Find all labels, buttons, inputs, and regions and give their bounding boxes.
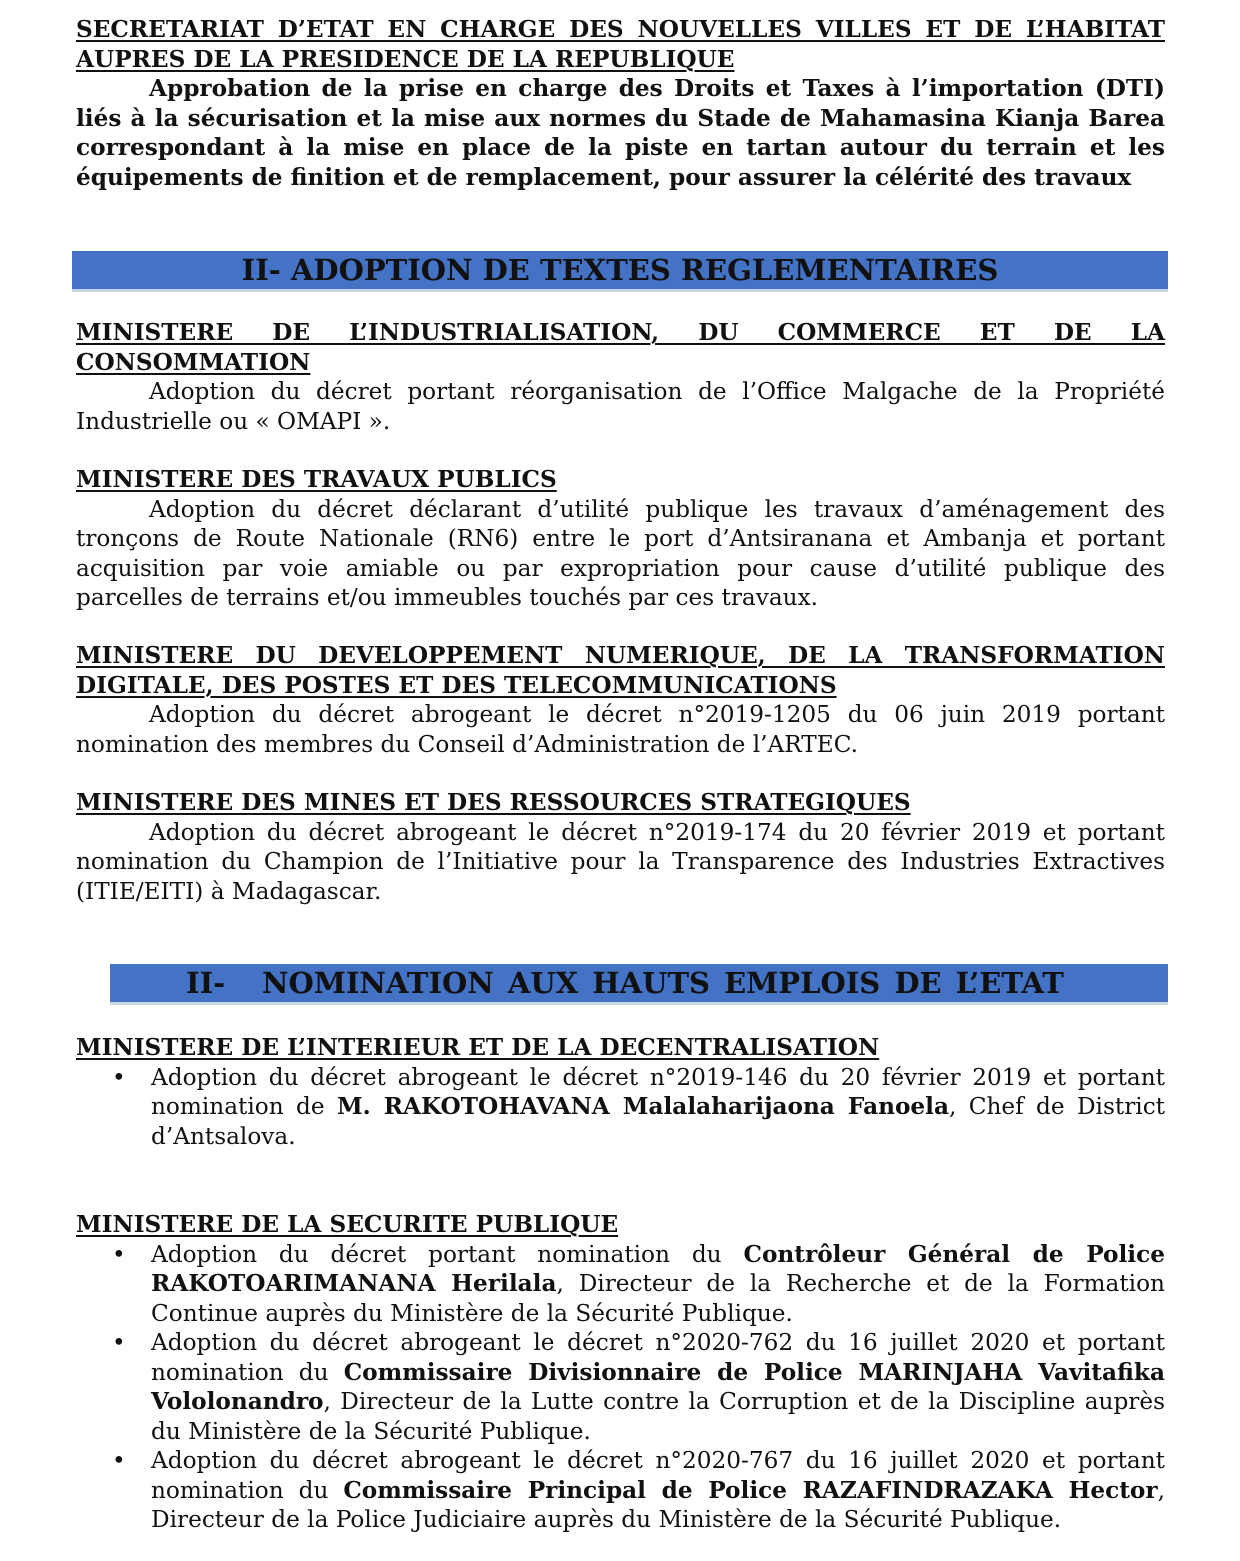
section-heading: MINISTERE DES TRAVAUX PUBLICS: [76, 466, 557, 493]
section-paragraph: Adoption du décret portant réorganisation de l’Office Malgache de la Propriété Industrielle ou « OMAPI ».: [76, 378, 1165, 435]
section-heading: MINISTERE DES MINES ET DES RESSOURCES STRATEGIQUES: [76, 789, 911, 816]
section-mines: [76, 788, 1165, 906]
nomination-list: [76, 1240, 1165, 1535]
section-paragraph: Adoption du décret déclarant d’utilité publique les travaux d’aménagement des tronçons de Route Nationale (RN6) entre le port d’Antsiranana et Ambanja et portant acquisition par voie amiable ou par expropriation pour cause d’utilité publique des parcelles de terrains et/ou immeubles touchés par ces travaux.: [76, 495, 1165, 611]
section-heading-continued: CONSOMMATION: [76, 348, 311, 376]
section-heading-continued: DIGITALE, DES POSTES ET DES TELECOMMUNICATIONS: [76, 671, 837, 699]
section-heading: MINISTERE DU DEVELOPPEMENT NUMERIQUE, DE LA TRANSFORMATION: [76, 642, 1165, 669]
section-banner-nomination: [110, 964, 1168, 1002]
section-paragraph: Approbation de la prise en charge des Droits et Taxes à l’importation (DTI) liés à la sécurisation et la mise aux normes du Stade de Mahamasina Kianja Barea correspondant à la mise en place de la piste en tartan autour du terrain et les équipements de finition et de remplacement, pour assurer la célérité des travaux: [76, 75, 1165, 191]
section-heading: MINISTERE DE L’INTERIEUR ET DE LA DECENTRALISATION: [76, 1034, 880, 1061]
section-industrialisation: [76, 318, 1165, 436]
bullet-icon: •: [112, 1240, 126, 1268]
section-developpement-numerique: [76, 641, 1165, 759]
bullet-icon: •: [112, 1329, 126, 1356]
bullet-icon: •: [112, 1447, 126, 1474]
section-paragraph: Adoption du décret abrogeant le décret n°2019-174 du 20 février 2019 et portant nomination du Champion de l’Initiative pour la Transparence des Industries Extractives (ITIE/EITI) à Madagascar.: [76, 818, 1165, 905]
nominee-name: M. RAKOTOHAVANA Malalaharijaona Fanoela: [336, 1093, 950, 1120]
banner-title: NOMINATION AUX HAUTS EMPLOIS DE L’ETAT: [262, 966, 1064, 1000]
section-travaux-publics: [76, 465, 1165, 613]
section-heading-continued: AUPRES DE LA PRESIDENCE DE LA REPUBLIQUE: [76, 45, 735, 73]
nomination-list: [76, 1063, 1165, 1152]
list-item: • Adoption du décret portant nomination du Contrôleur Général de Police RAKOTOARIMANANA Herilala, Directeur de la Recherche et de la Formation Continue auprès du Ministère de la Sécurité Publique.: [112, 1240, 1165, 1327]
bullet-icon: •: [112, 1063, 126, 1091]
section-paragraph: Adoption du décret abrogeant le décret n°2019-1205 du 06 juin 2019 portant nomination des membres du Conseil d’Administration de l’ARTEC.: [76, 701, 1165, 758]
section-banner-adoption: [72, 251, 1168, 289]
banner-number: II-: [186, 966, 226, 1000]
section-heading: SECRETARIAT D’ETAT EN CHARGE DES NOUVELLES VILLES ET DE L’HABITAT: [76, 16, 1165, 43]
nominee-name: Contrôleur Général de Police RAKOTOARIMANANA Herilala: [151, 1240, 1165, 1297]
nominee-name: Commissaire Divisionnaire de Police MARINJAHA Vavitafika Vololonandro: [151, 1358, 1165, 1415]
list-item: • Adoption du décret abrogeant le décret n°2020-762 du 16 juillet 2020 et portant nomination du Commissaire Divisionnaire de Police MARINJAHA Vavitafika Vololonandro, Directeur de la Lutte contre la Corruption et de la Discipline auprès du Ministère de la Sécurité Publique.: [112, 1329, 1165, 1445]
section-heading: MINISTERE DE LA SECURITE PUBLIQUE: [76, 1211, 619, 1238]
list-item: • Adoption du décret abrogeant le décret n°2020-767 du 16 juillet 2020 et portant nomination du Commissaire Principal de Police RAZAFINDRAZAKA Hector, Directeur de la Police Judiciaire auprès du Ministère de la Sécurité Publique.: [112, 1447, 1165, 1533]
section-heading: MINISTERE DE L’INDUSTRIALISATION, DU COMMERCE ET DE LA: [76, 319, 1165, 346]
banner-title: II- ADOPTION DE TEXTES REGLEMENTAIRES: [241, 253, 999, 287]
section-securite-publique: [76, 1210, 1165, 1535]
section-nouvelles-villes: [76, 15, 1165, 192]
nominee-name: Commissaire Principal de Police RAZAFINDRAZAKA Hector: [343, 1476, 1158, 1504]
list-item: • Adoption du décret abrogeant le décret n°2019-146 du 20 février 2019 et portant nomination de M. RAKOTOHAVANA Malalaharijaona Fanoela, Chef de District d’Antsalova.: [112, 1063, 1165, 1150]
section-interieur: [76, 1033, 1165, 1151]
